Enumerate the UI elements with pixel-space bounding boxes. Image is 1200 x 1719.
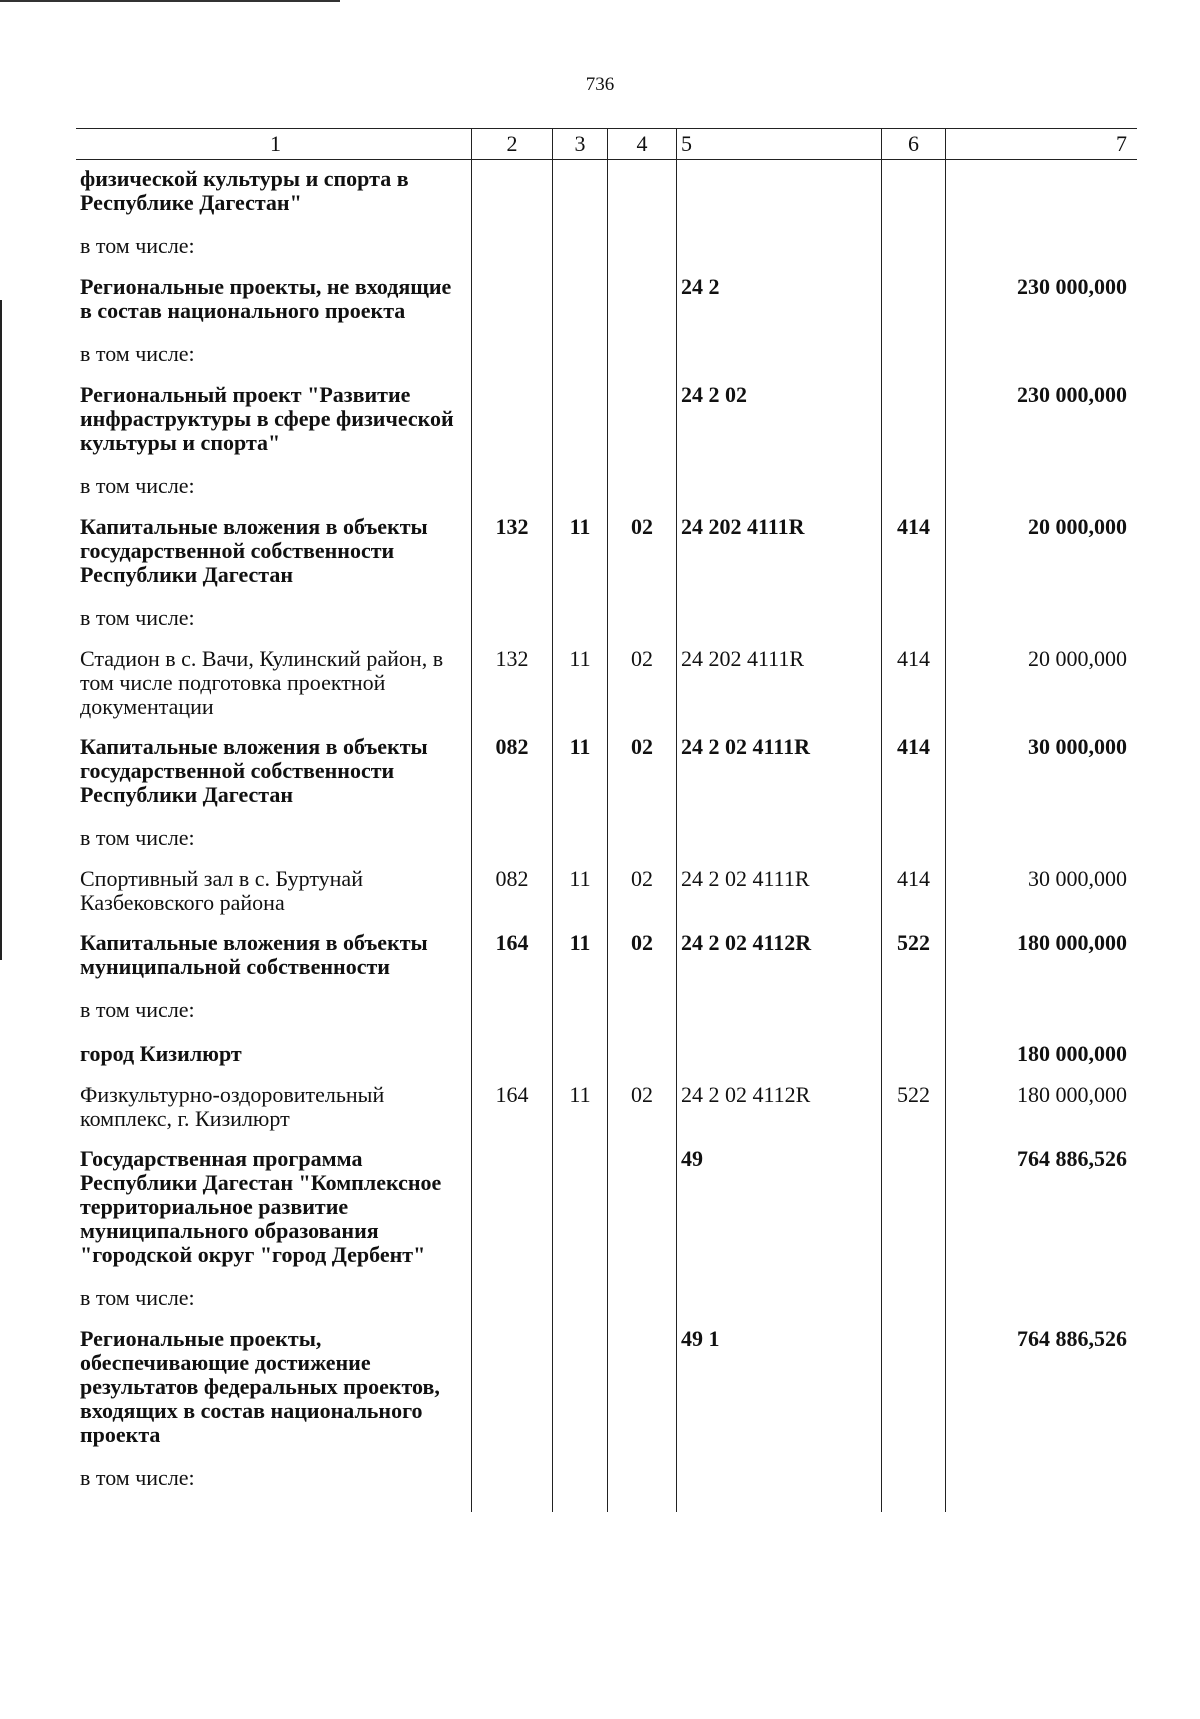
table-row (76, 508, 1137, 596)
row-amount-cell (946, 224, 1138, 268)
row-c4-cell (608, 160, 677, 225)
row-c4-cell: 02 (608, 860, 677, 924)
row-type-cell (882, 332, 946, 376)
row-name-cell: Спортивный зал в с. Буртунай Казбековского района (76, 860, 472, 924)
table-row (76, 1276, 1137, 1320)
row-name-cell: в том числе: (76, 816, 472, 860)
row-code-cell (677, 988, 882, 1032)
row-amount-cell (946, 816, 1138, 860)
table-row (76, 224, 1137, 268)
row-name-cell: в том числе: (76, 224, 472, 268)
row-c3-cell: 11 (553, 1076, 608, 1140)
row-c3-cell (553, 1140, 608, 1276)
row-amount-cell (946, 464, 1138, 508)
header-col-6: 6 (882, 129, 946, 160)
row-c2-cell (472, 1320, 553, 1456)
row-c2-cell (472, 816, 553, 860)
row-c4-cell: 02 (608, 728, 677, 816)
header-row (76, 129, 1137, 160)
row-c3-cell (553, 332, 608, 376)
row-type-cell (882, 224, 946, 268)
table-row (76, 464, 1137, 508)
row-c4-cell (608, 332, 677, 376)
row-code-cell: 24 2 02 (677, 376, 882, 464)
row-amount-cell: 764 886,526 (1017, 1146, 1127, 1171)
row-name-cell: Государственная программа Республики Дагестан "Комплексное территориальное развитие муниципального образования "городской округ "город Дербент" (76, 1140, 472, 1276)
row-type-cell (882, 268, 946, 332)
row-type-cell: 414 (882, 508, 946, 596)
row-amount-cell: 180 000,000 (1017, 930, 1127, 955)
row-name-cell: в том числе: (76, 1276, 472, 1320)
row-name-cell: Капитальные вложения в объекты государственной собственности Республики Дагестан (76, 728, 472, 816)
row-amount-cell: 180 000,000 (1017, 1041, 1127, 1066)
row-name-cell: в том числе: (76, 332, 472, 376)
row-name-cell: Капитальные вложения в объекты муниципальной собственности (76, 924, 472, 988)
row-c3-cell (553, 816, 608, 860)
table-body (76, 160, 1137, 1513)
header-col-4: 4 (608, 129, 677, 160)
row-amount-cell (946, 160, 1138, 225)
row-c4-cell (608, 1032, 677, 1076)
row-code-cell: 49 (677, 1140, 882, 1276)
row-c4-cell (608, 1320, 677, 1456)
header-col-2: 2 (472, 129, 553, 160)
table-row (76, 1032, 1137, 1076)
row-c3-cell: 11 (553, 924, 608, 988)
row-type-cell (882, 1276, 946, 1320)
row-c3-cell (553, 160, 608, 225)
row-c3-cell (553, 1456, 608, 1512)
row-c3-cell: 11 (553, 508, 608, 596)
row-amount-cell (946, 332, 1138, 376)
row-c2-cell (472, 988, 553, 1032)
row-c2-cell: 164 (472, 1076, 553, 1140)
row-name-cell: Региональные проекты, не входящие в состав национального проекта (76, 268, 472, 332)
row-code-cell: 24 2 02 4112R (677, 924, 882, 988)
row-c3-cell (553, 464, 608, 508)
row-code-cell: 24 2 02 4111R (677, 860, 882, 924)
row-c2-cell (472, 596, 553, 640)
row-type-cell (882, 464, 946, 508)
row-c2-cell (472, 268, 553, 332)
row-code-cell (677, 596, 882, 640)
row-c3-cell (553, 1320, 608, 1456)
row-type-cell (882, 816, 946, 860)
row-c3-cell: 11 (553, 860, 608, 924)
row-type-cell (882, 596, 946, 640)
row-c2-cell (472, 1140, 553, 1276)
row-name-cell: Капитальные вложения в объекты государственной собственности Республики Дагестан (76, 508, 472, 596)
table-row (76, 1320, 1137, 1456)
row-amount-cell (946, 988, 1138, 1032)
row-c4-cell (608, 988, 677, 1032)
row-name-cell: в том числе: (76, 596, 472, 640)
table-row (76, 332, 1137, 376)
row-c2-cell (472, 376, 553, 464)
row-c4-cell (608, 816, 677, 860)
row-code-cell (677, 816, 882, 860)
row-type-cell: 414 (882, 860, 946, 924)
row-code-cell (677, 332, 882, 376)
row-code-cell: 49 1 (677, 1320, 882, 1456)
top-edge-rule (0, 0, 340, 2)
row-type-cell (882, 1320, 946, 1456)
row-code-cell: 24 2 (677, 268, 882, 332)
row-c2-cell (472, 224, 553, 268)
row-code-cell (677, 1276, 882, 1320)
table-row (76, 988, 1137, 1032)
header-col-5: 5 (677, 129, 882, 160)
row-name-cell: Региональный проект "Развитие инфраструктуры в сфере физической культуры и спорта" (76, 376, 472, 464)
row-code-cell (677, 160, 882, 225)
table-row (76, 160, 1137, 225)
table-row (76, 376, 1137, 464)
row-c2-cell: 082 (472, 860, 553, 924)
row-c3-cell (553, 268, 608, 332)
row-c2-cell (472, 1456, 553, 1512)
row-name-cell: физической культуры и спорта в Республике Дагестан" (76, 160, 472, 225)
table-row (76, 728, 1137, 816)
row-amount-cell (946, 1276, 1138, 1320)
row-name-cell: Стадион в с. Вачи, Кулинский район, в том числе подготовка проектной документации (76, 640, 472, 728)
row-c3-cell (553, 596, 608, 640)
row-amount-cell (946, 596, 1138, 640)
row-c3-cell: 11 (553, 728, 608, 816)
row-c4-cell (608, 376, 677, 464)
table-row (76, 640, 1137, 728)
table-row (76, 860, 1137, 924)
row-c4-cell (608, 268, 677, 332)
row-type-cell (882, 1140, 946, 1276)
page-number: 736 (585, 74, 615, 95)
row-c4-cell (608, 1456, 677, 1512)
row-code-cell (677, 464, 882, 508)
row-c2-cell (472, 464, 553, 508)
row-type-cell: 414 (882, 640, 946, 728)
row-amount-cell (946, 1456, 1138, 1512)
header-col-7: 7 (946, 129, 1138, 160)
row-name-cell: город Кизилюрт (76, 1032, 472, 1076)
row-amount-cell: 764 886,526 (1017, 1326, 1127, 1351)
row-c4-cell (608, 1276, 677, 1320)
row-amount-cell: 230 000,000 (1017, 274, 1127, 299)
row-c3-cell (553, 1032, 608, 1076)
row-amount-cell: 20 000,000 (1028, 514, 1127, 539)
row-c4-cell (608, 596, 677, 640)
row-c4-cell: 02 (608, 508, 677, 596)
budget-table (76, 128, 1137, 1512)
row-c2-cell (472, 160, 553, 225)
row-c3-cell (553, 1276, 608, 1320)
header-col-3: 3 (553, 129, 608, 160)
row-c3-cell: 11 (553, 640, 608, 728)
budget-table-frame (76, 128, 1137, 1512)
row-amount-cell: 180 000,000 (1017, 1082, 1127, 1107)
row-c2-cell (472, 332, 553, 376)
row-c3-cell (553, 224, 608, 268)
row-type-cell (882, 376, 946, 464)
table-row (76, 816, 1137, 860)
header-col-1: 1 (76, 129, 472, 160)
row-c4-cell: 02 (608, 1076, 677, 1140)
row-type-cell (882, 1032, 946, 1076)
scan-edge-line (0, 300, 2, 960)
row-c4-cell (608, 1140, 677, 1276)
row-code-cell: 24 2 02 4112R (677, 1076, 882, 1140)
row-type-cell (882, 988, 946, 1032)
table-row (76, 1076, 1137, 1140)
row-type-cell (882, 160, 946, 225)
row-type-cell: 522 (882, 1076, 946, 1140)
row-c3-cell (553, 988, 608, 1032)
row-c4-cell (608, 464, 677, 508)
row-c4-cell (608, 224, 677, 268)
row-code-cell (677, 1456, 882, 1512)
row-code-cell (677, 224, 882, 268)
row-amount-cell: 230 000,000 (1017, 382, 1127, 407)
row-amount-cell: 30 000,000 (1028, 734, 1127, 759)
row-type-cell: 414 (882, 728, 946, 816)
row-c2-cell: 132 (472, 640, 553, 728)
row-code-cell (677, 1032, 882, 1076)
table-row (76, 924, 1137, 988)
row-type-cell: 522 (882, 924, 946, 988)
row-c4-cell: 02 (608, 924, 677, 988)
row-name-cell: Физкультурно-оздоровительный комплекс, г. Кизилюрт (76, 1076, 472, 1140)
row-code-cell: 24 202 4111R (677, 508, 882, 596)
row-c2-cell (472, 1032, 553, 1076)
row-c2-cell: 132 (472, 508, 553, 596)
table-row (76, 268, 1137, 332)
row-c2-cell: 164 (472, 924, 553, 988)
table-row (76, 596, 1137, 640)
row-c2-cell (472, 1276, 553, 1320)
table-row (76, 1140, 1137, 1276)
row-name-cell: в том числе: (76, 1456, 472, 1512)
row-amount-cell: 20 000,000 (1028, 646, 1127, 671)
row-type-cell (882, 1456, 946, 1512)
row-name-cell: в том числе: (76, 988, 472, 1032)
row-name-cell: в том числе: (76, 464, 472, 508)
row-amount-cell: 30 000,000 (1028, 866, 1127, 891)
row-name-cell: Региональные проекты, обеспечивающие достижение результатов федеральных проектов, входящих в состав национального проекта (76, 1320, 472, 1456)
row-c3-cell (553, 376, 608, 464)
row-c2-cell: 082 (472, 728, 553, 816)
row-code-cell: 24 202 4111R (677, 640, 882, 728)
table-row (76, 1456, 1137, 1512)
row-c4-cell: 02 (608, 640, 677, 728)
row-code-cell: 24 2 02 4111R (677, 728, 882, 816)
